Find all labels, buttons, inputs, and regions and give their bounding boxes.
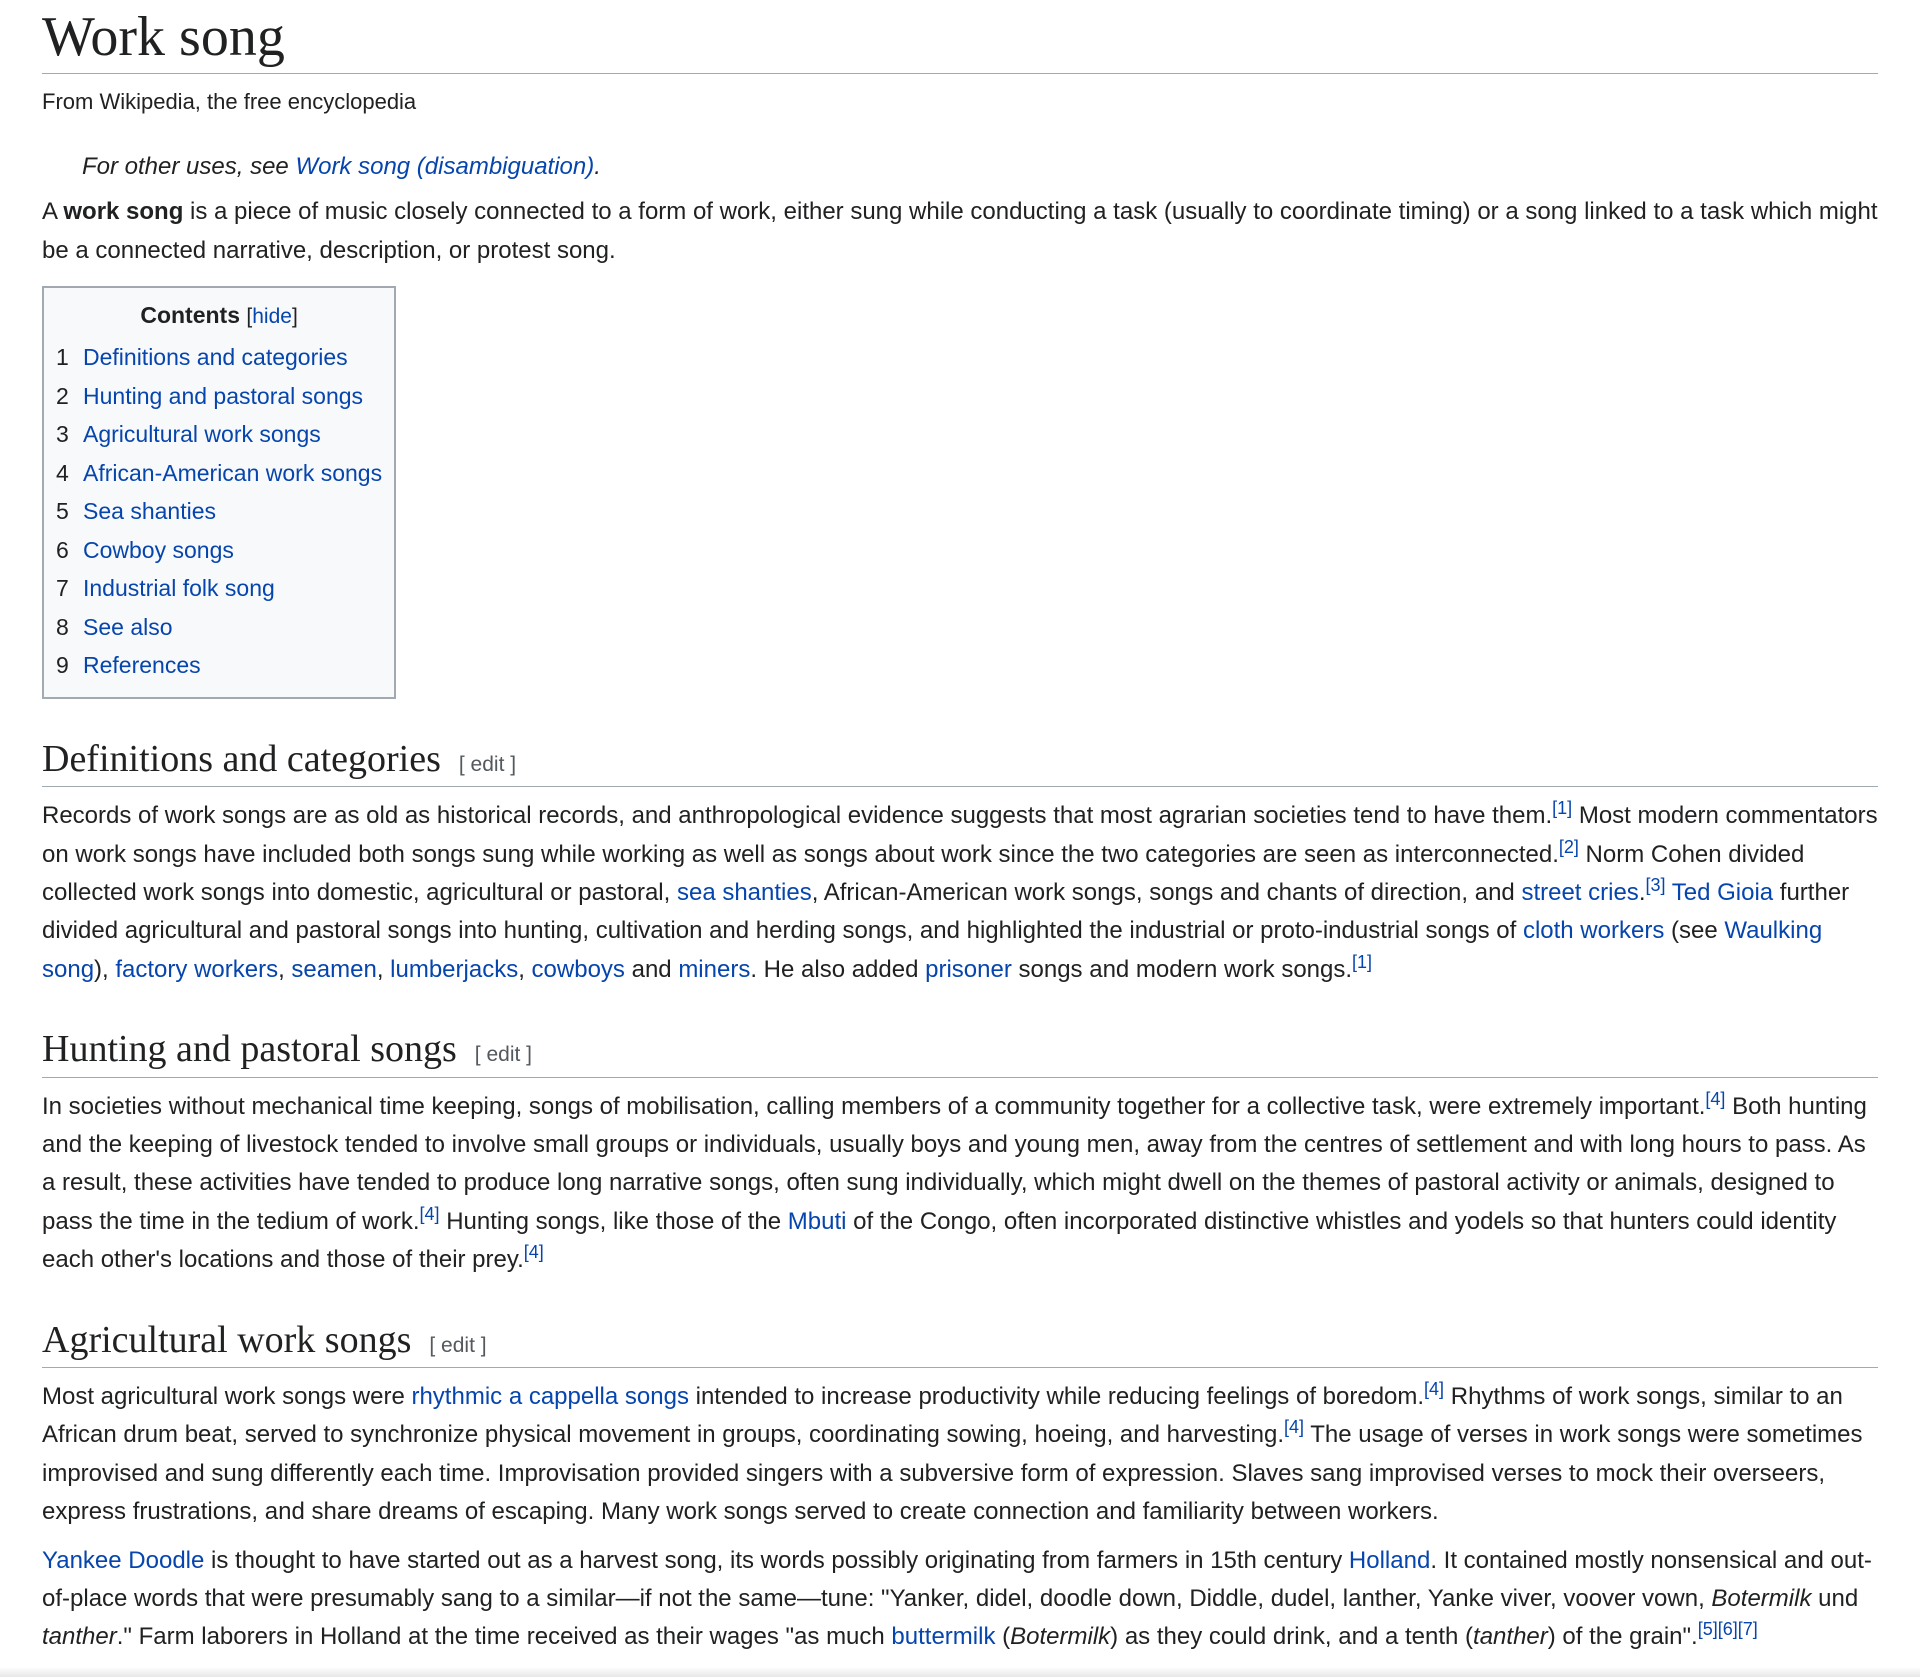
- body-text: ,: [518, 955, 532, 983]
- link-prisoner[interactable]: prisoner: [925, 955, 1012, 983]
- section-heading-text: Agricultural work songs: [42, 1318, 412, 1361]
- link-cowboys[interactable]: cowboys: [531, 955, 625, 983]
- link-rhythmic-songs[interactable]: rhythmic a cappella songs: [411, 1382, 689, 1410]
- toc-item[interactable]: [56, 454, 382, 493]
- section-heading-definitions: [42, 735, 1878, 787]
- intro-text: is a piece of music closely connected to a form of work, either sung while conducting a task (usually to coordinate timing) or a song linked to a task which might be a connected narrative, description, or protest song.: [42, 198, 1878, 264]
- citation-link[interactable]: [3]: [1645, 874, 1666, 895]
- link-seamen[interactable]: seamen: [291, 955, 377, 983]
- toc-item-number: 6: [56, 536, 69, 563]
- body-text: In societies without mechanical time keeping, songs of mobilisation, calling members of a community together for a collective task, were extremely important.: [42, 1092, 1706, 1120]
- body-text: The usage of verses in work songs were sometimes improvised and sung differently each time. Improvisation provided singers with a subversive form of expression. Slaves sang improvised verses to mock their overseers, express frustrations, and share dreams of escaping. Many work songs served to create connection and familiarity between workers.: [42, 1421, 1863, 1526]
- toc-title: Contents: [140, 302, 240, 329]
- disambiguation-link[interactable]: Work song (disambiguation): [295, 152, 595, 180]
- link-waulking-song[interactable]: Waulking song: [42, 917, 1823, 983]
- italic-term: Botermilk: [1010, 1623, 1111, 1651]
- tagline: From Wikipedia, the free encyclopedia: [42, 89, 417, 114]
- body-text: Most agricultural work songs were: [42, 1382, 412, 1410]
- body-text: .: [1638, 878, 1646, 906]
- body-text: and: [624, 955, 679, 983]
- citation-link[interactable]: [4]: [419, 1203, 440, 1224]
- body-text: Rhythms of work songs, similar to an African drum beat, served to synchronize physical movement in groups, coordinating sowing, hoeing, and harvesting.: [42, 1382, 1843, 1449]
- table-of-contents: [42, 286, 396, 699]
- toc-hide-link[interactable]: hide: [252, 305, 292, 329]
- toc-item[interactable]: [56, 415, 382, 454]
- toc-item-link[interactable]: Cowboy songs: [83, 536, 234, 563]
- toc-item-number: 1: [56, 344, 69, 371]
- link-ted-gioia[interactable]: Ted Gioia: [1671, 878, 1774, 906]
- body-text: of the Congo, often incorporated distinctive whistles and yodels so that hunters could identity each other's locations and those of their prey.: [42, 1207, 1837, 1274]
- page-title: Work song: [42, 0, 1878, 74]
- body-text: , African-American work songs, songs and chants of direction, and: [811, 878, 1522, 906]
- section-heading-hunting: [42, 1025, 1878, 1077]
- toc-bracket: ]: [291, 305, 298, 329]
- citation-link[interactable]: [5]: [1697, 1619, 1718, 1640]
- body-text: Most modern commentators on work songs have included both songs sung while working as well as songs about work since the two categories are seen as interconnected.: [42, 802, 1878, 868]
- link-miners[interactable]: miners: [678, 955, 751, 983]
- toc-item-number: 9: [56, 652, 69, 679]
- section-heading-text: Definitions and categories: [42, 737, 441, 780]
- toc-item-link[interactable]: See also: [83, 613, 173, 640]
- link-buttermilk[interactable]: buttermilk: [891, 1623, 996, 1651]
- citation-link[interactable]: [7]: [1737, 1619, 1758, 1640]
- citation-link[interactable]: [6]: [1717, 1619, 1738, 1640]
- toc-item-link[interactable]: Sea shanties: [83, 498, 216, 525]
- body-text: Hunting songs, like those of the: [439, 1207, 788, 1235]
- toc-item-number: 3: [56, 421, 69, 448]
- toc-item-link[interactable]: Agricultural work songs: [83, 421, 321, 448]
- toc-item[interactable]: [56, 569, 382, 608]
- body-text: songs and modern work songs.: [1011, 955, 1353, 983]
- citation-link[interactable]: [1]: [1352, 951, 1373, 972]
- section-heading-agricultural: [42, 1316, 1878, 1368]
- body-text: und: [1811, 1584, 1859, 1612]
- intro-bold-term: work song: [63, 198, 184, 226]
- link-sea-shanties[interactable]: sea shanties: [676, 878, 812, 906]
- hatnote-text: For other uses, see: [82, 152, 296, 180]
- citation-link[interactable]: [4]: [1284, 1417, 1305, 1438]
- bottom-edge-shadow: [0, 1667, 1920, 1677]
- toc-hide-toggle: [246, 305, 297, 328]
- body-text: ),: [94, 955, 116, 983]
- body-text: Records of work songs are as old as historical records, and anthropological evidence suggests that most agrarian societies tend to have them.: [42, 802, 1553, 830]
- body-text: further divided agricultural and pastoral songs into hunting, cultivation and herding songs, and highlighted the industrial or proto-industrial songs of: [42, 878, 1850, 945]
- link-mbuti[interactable]: Mbuti: [787, 1207, 847, 1235]
- body-text: . It contained mostly nonsensical and out-of-place words that were presumably sang to a similar—if not the same—tune: "Yanker, didel, doodle down, Diddle, dudel, lanther, Yanke viver, voover vown,: [42, 1546, 1872, 1612]
- edit-link[interactable]: [ edit ]: [474, 1043, 532, 1067]
- definitions-paragraph: [42, 797, 1878, 989]
- agricultural-paragraph-2: [42, 1542, 1878, 1657]
- citation-link[interactable]: [4]: [523, 1242, 544, 1263]
- toc-item-link[interactable]: African-American work songs: [83, 459, 383, 486]
- body-text: (see: [1664, 917, 1725, 945]
- toc-item-number: 8: [56, 613, 69, 640]
- edit-link[interactable]: [ edit ]: [458, 752, 517, 776]
- intro-paragraph: [42, 193, 1878, 270]
- link-factory-workers[interactable]: factory workers: [115, 955, 279, 983]
- link-yankee-doodle[interactable]: Yankee Doodle: [42, 1546, 205, 1574]
- toc-item[interactable]: [56, 646, 382, 685]
- toc-item-link[interactable]: Industrial folk song: [83, 575, 275, 602]
- toc-item[interactable]: [56, 608, 382, 647]
- toc-item-link[interactable]: Hunting and pastoral songs: [83, 382, 364, 409]
- link-lumberjacks[interactable]: lumberjacks: [390, 955, 519, 983]
- body-text: (: [995, 1623, 1011, 1651]
- hunting-paragraph: [42, 1088, 1878, 1280]
- link-cloth-workers[interactable]: cloth workers: [1522, 917, 1665, 945]
- italic-term: tanther: [42, 1623, 117, 1651]
- toc-item-number: 5: [56, 498, 69, 525]
- toc-item-number: 2: [56, 382, 69, 409]
- italic-term: Botermilk: [1711, 1584, 1812, 1612]
- toc-list: [56, 338, 382, 685]
- body-text: ." Farm laborers in Holland at the time received as their wages "as much: [116, 1623, 892, 1651]
- body-text: Both hunting and the keeping of livestock tended to involve small groups or individuals, usually boys and young men, away from the centres of settlement and with long hours to pass. As a result, these activities have tended to produce long narrative songs, often sung individually, which might dwell on the themes of pastoral activity or animals, designed to pass the time in the tedium of work.: [42, 1092, 1867, 1235]
- citation-link[interactable]: [4]: [1424, 1378, 1445, 1399]
- toc-item-number: 4: [56, 459, 69, 486]
- edit-link[interactable]: [ edit ]: [429, 1333, 487, 1357]
- toc-bracket: [: [246, 305, 253, 329]
- toc-item[interactable]: [56, 377, 382, 416]
- body-text: ) of the grain".: [1547, 1623, 1698, 1651]
- italic-term: tanther: [1473, 1623, 1548, 1651]
- intro-text: A: [42, 198, 64, 226]
- body-text: ) as they could drink, and a tenth (: [1110, 1623, 1474, 1651]
- body-text: ,: [376, 955, 391, 983]
- body-text: intended to increase productivity while reducing feelings of boredom.: [688, 1382, 1425, 1410]
- citation-link[interactable]: [4]: [1705, 1088, 1726, 1109]
- section-heading-text: Hunting and pastoral songs: [42, 1028, 457, 1071]
- citation-link[interactable]: [1]: [1552, 798, 1573, 819]
- toc-header: [56, 300, 382, 332]
- body-text: ,: [278, 955, 292, 983]
- body-text: . He also added: [750, 955, 926, 983]
- link-street-cries[interactable]: street cries: [1521, 878, 1639, 906]
- toc-item-link[interactable]: Definitions and categories: [83, 344, 348, 371]
- toc-item[interactable]: [56, 492, 382, 531]
- body-text: is thought to have started out as a harvest song, its words possibly originating from farmers in 15th century: [204, 1546, 1349, 1574]
- agricultural-paragraph-1: [42, 1378, 1878, 1532]
- toc-item[interactable]: [56, 338, 382, 377]
- toc-item[interactable]: [56, 531, 382, 570]
- link-holland[interactable]: Holland: [1348, 1546, 1431, 1574]
- body-text: Norm Cohen divided collected work songs into domestic, agricultural or pastoral,: [42, 840, 1805, 906]
- toc-item-link[interactable]: References: [83, 652, 201, 679]
- hatnote-end: .: [594, 152, 601, 180]
- citation-link[interactable]: [2]: [1558, 836, 1579, 857]
- hatnote: [82, 150, 1878, 184]
- toc-item-number: 7: [56, 575, 69, 602]
